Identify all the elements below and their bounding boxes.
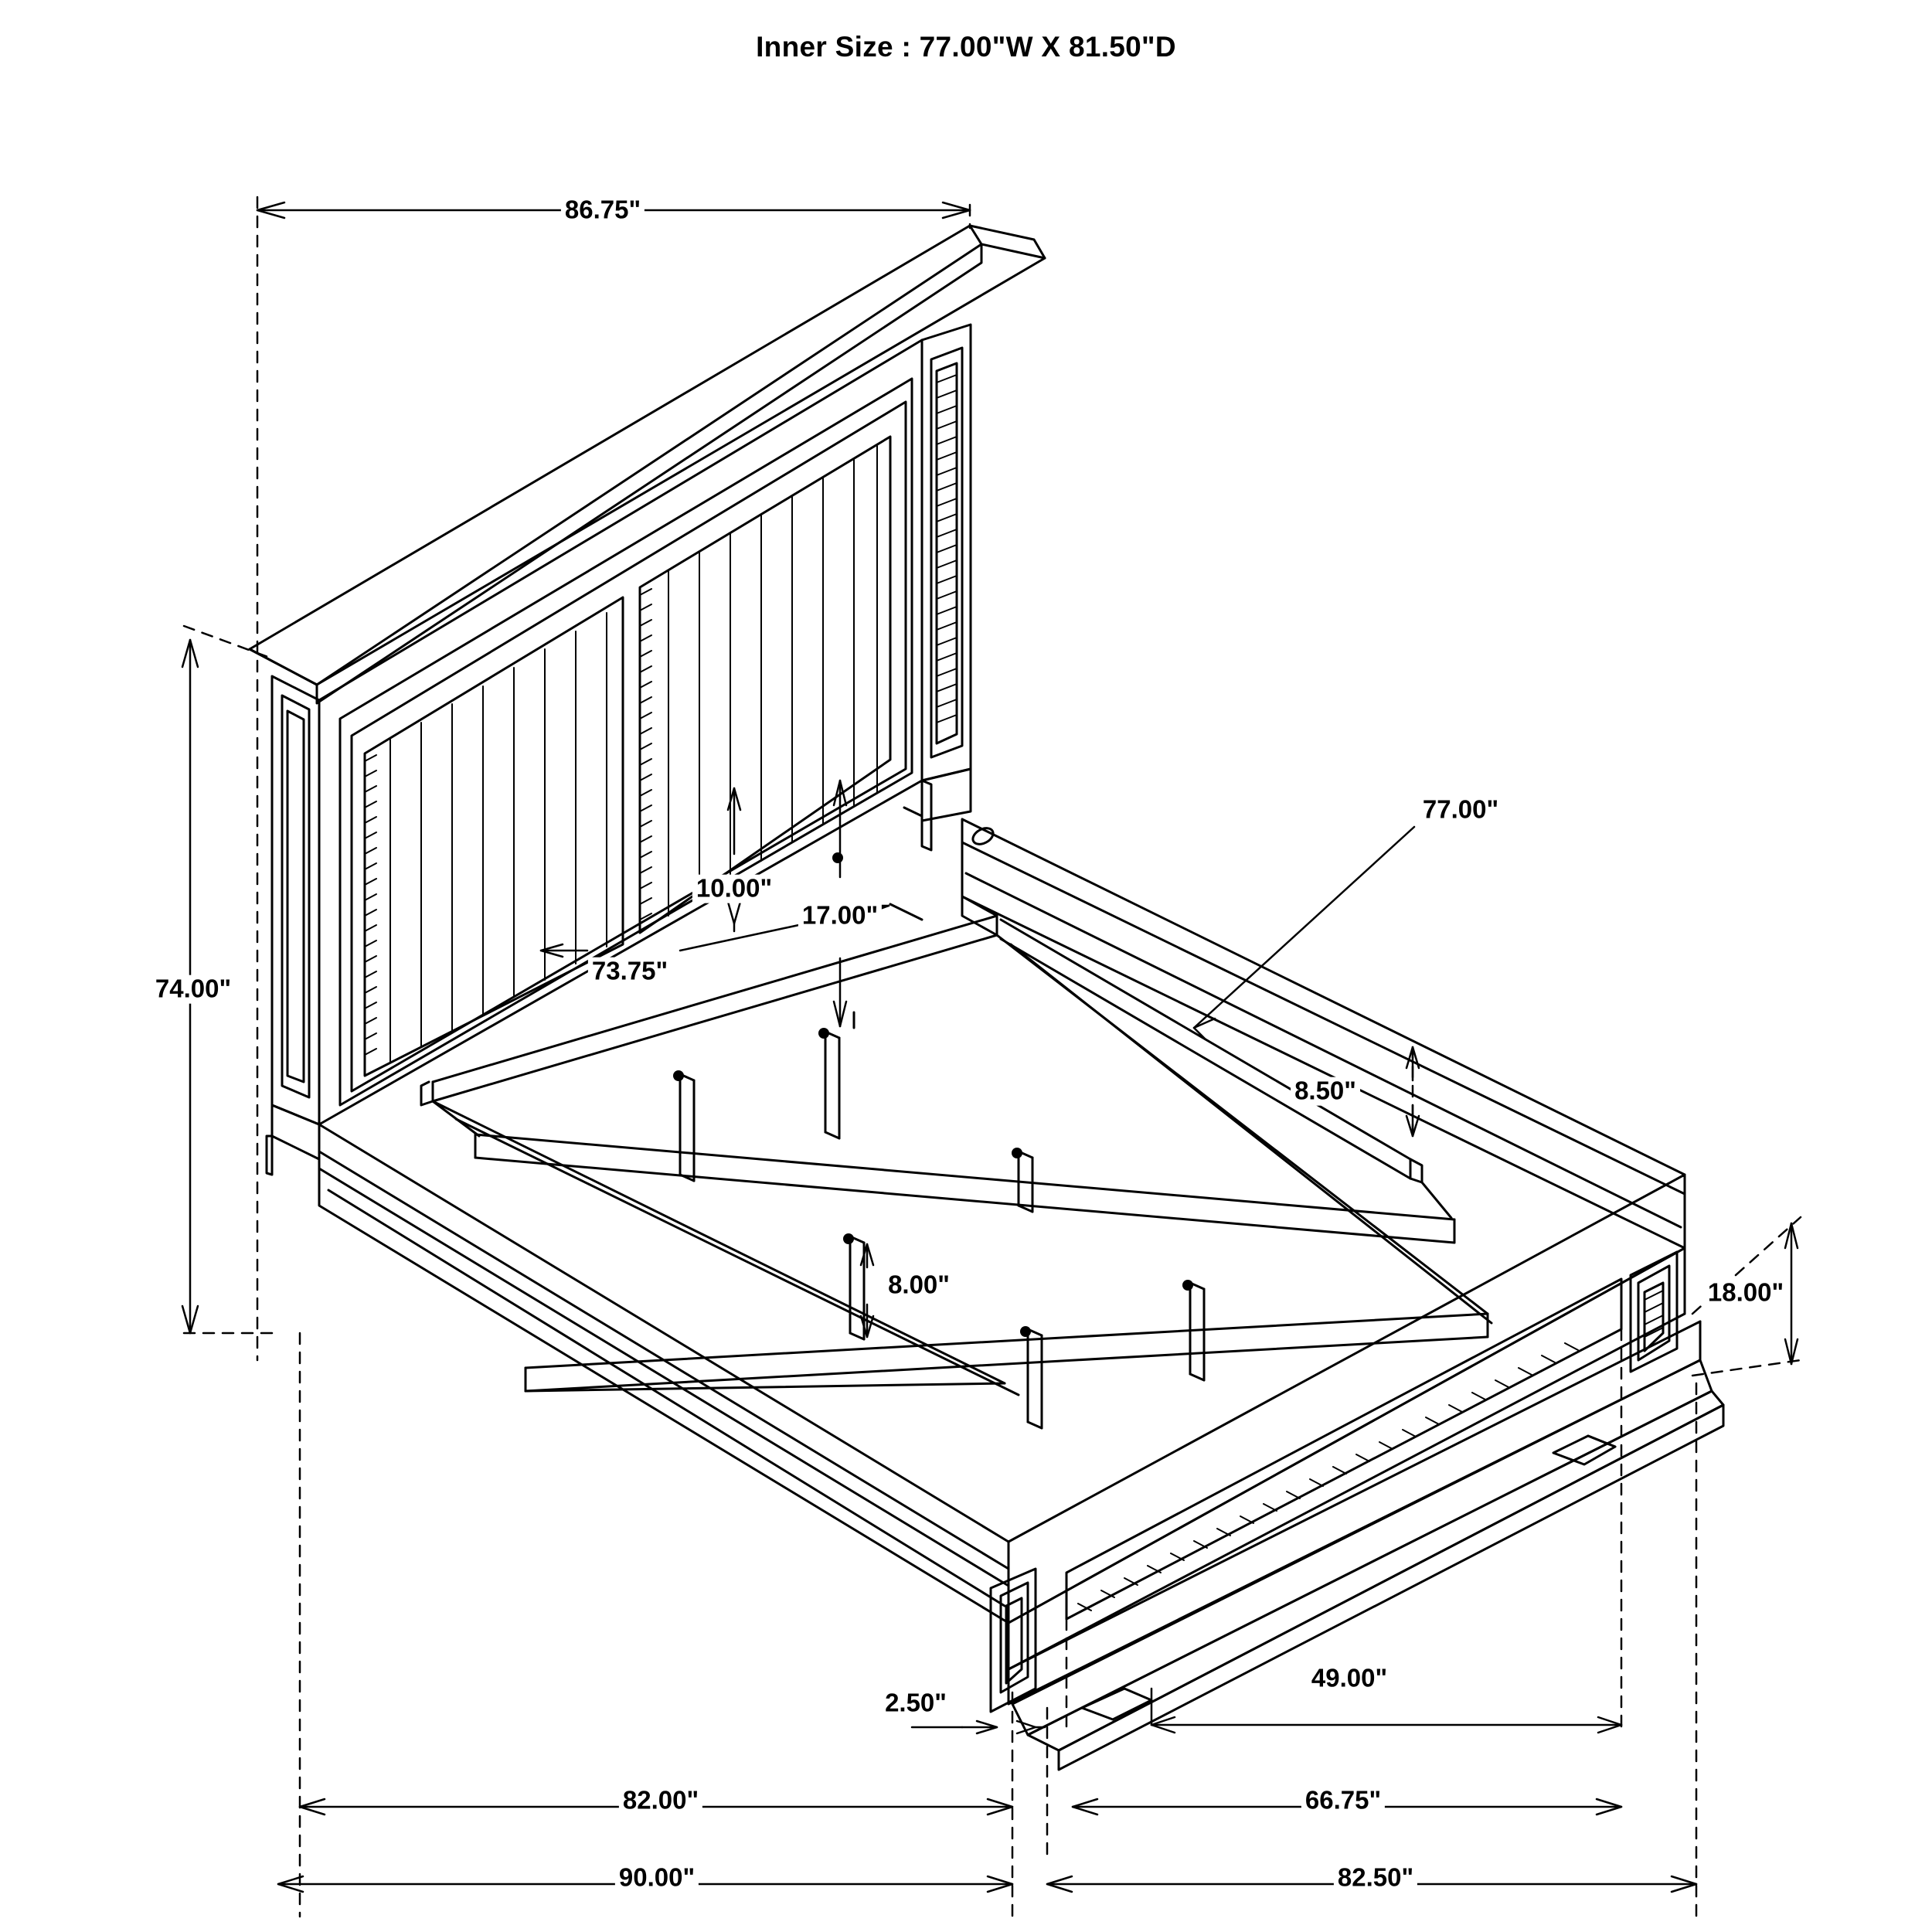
bed-side-rail-left <box>319 1124 1009 1623</box>
dim-label-49-00: 49.00" <box>1308 1665 1391 1693</box>
dim-label-8-00: 8.00" <box>884 1271 954 1300</box>
dim-label-73-75: 73.75" <box>588 957 672 986</box>
headboard-lower-rail <box>890 781 931 920</box>
bed-slat-system <box>421 852 1492 1428</box>
dim-label-66-75: 66.75" <box>1301 1787 1385 1815</box>
headboard-left-post <box>267 676 319 1175</box>
headboard-frame <box>319 340 922 1124</box>
page-title: Inner Size : 77.00"W X 81.50"D <box>756 31 1176 63</box>
dim-label-77-00: 77.00" <box>1419 796 1502 825</box>
dim-label-74-00: 74.00" <box>151 975 235 1004</box>
dim-label-10-00: 10.00" <box>692 875 776 903</box>
headboard-crown <box>250 226 1045 703</box>
headboard-right-post <box>922 325 971 821</box>
dim-label-82-50: 82.50" <box>1334 1864 1417 1893</box>
dim-label-90-00: 90.00" <box>615 1864 699 1893</box>
dim-49-00 <box>1151 1689 1621 1733</box>
rail-hardware <box>970 825 995 847</box>
dim-label-8-50: 8.50" <box>1291 1077 1360 1106</box>
dim-label-17-00: 17.00" <box>798 902 882 930</box>
dim-8-00 <box>861 1244 873 1337</box>
dim-label-2-50: 2.50" <box>881 1689 951 1718</box>
dim-label-18-00: 18.00" <box>1704 1279 1787 1308</box>
headboard-panel-left <box>365 597 623 1076</box>
dim-label-82-00: 82.00" <box>619 1787 702 1815</box>
bed-side-rail-right <box>962 819 1685 1248</box>
bed-right-leg <box>1685 1248 1700 1360</box>
dim-label-86-75: 86.75" <box>561 196 645 225</box>
